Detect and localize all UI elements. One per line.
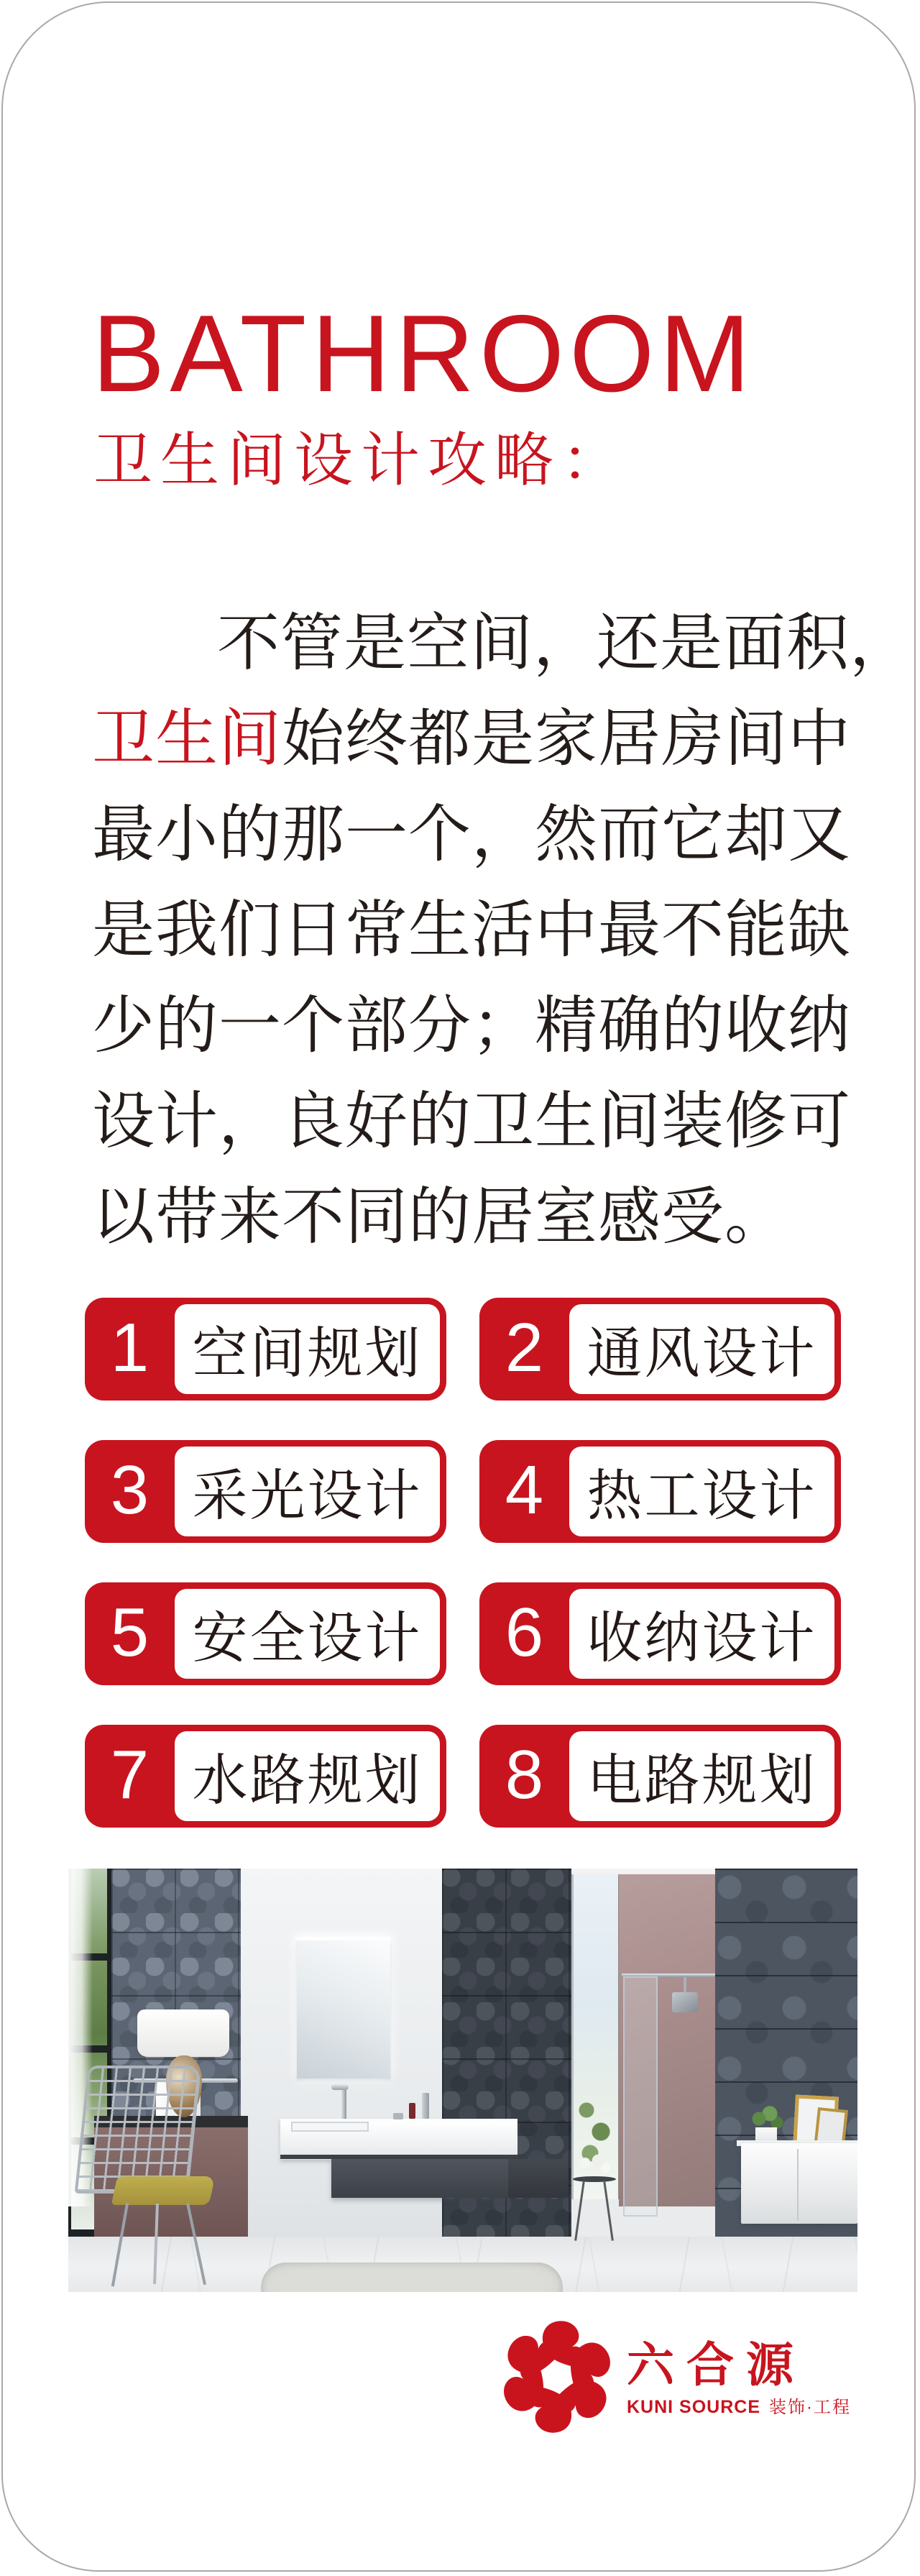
photo-sideboard [741,2143,857,2224]
photo-shower-head [672,1992,698,2012]
guide-item-number: 7 [110,1736,150,1813]
logo-chinese-name: 六合源 [627,2337,806,2391]
intro-paragraph [92,595,913,1265]
photo-white-flowers [576,2153,613,2178]
photo-drawer-unit-right [508,2159,569,2198]
guide-item-number: 8 [505,1736,544,1813]
guide-item [479,1298,841,1401]
guide-item-number: 4 [505,1451,544,1528]
guide-item-label: 电路规划 [569,1731,834,1821]
photo-chair-cushion [111,2176,216,2205]
intro-line-1: 不管是空间，还是面积， [217,608,913,678]
photo-faucet-spout [331,2084,349,2090]
guide-item [479,1725,841,1828]
logo-text-block [627,2337,851,2418]
intro-line-3: 最小的那一个，然而它却又 [92,799,851,869]
photo-basin [291,2122,369,2132]
intro-line-2-rest: 始终都是家居房间中 [282,704,851,774]
guide-item [479,1440,841,1543]
guide-item-number: 1 [110,1308,150,1386]
photo-toiletry-pump [422,2093,429,2119]
photo-shower-glass-panel [623,1976,658,2217]
guide-item-number: 5 [110,1593,150,1671]
intro-highlight-keyword: 卫生间 [92,704,282,774]
intro-line-7: 以带来不同的居室感受。 [92,1182,788,1252]
photo-toiletry-jar [393,2113,403,2119]
photo-sideboard-door-seam [797,2149,799,2221]
photo-shower-pipe [684,1977,686,1993]
guide-item [85,1440,446,1543]
guide-item-number: 2 [505,1308,544,1386]
photo-lamp-shade [137,2009,229,2057]
intro-line-6: 设计，良好的卫生间装修可 [92,1086,851,1156]
guide-item-label: 水路规划 [175,1731,440,1821]
photo-wire-chair-back [75,2066,202,2194]
intro-line-4: 是我们日常生活中最不能缺 [92,895,851,965]
guide-item-number: 6 [505,1593,544,1671]
guide-item-label: 安全设计 [175,1589,440,1679]
photo-shaggy-rug [261,2263,563,2292]
poster-card [1,1,916,2572]
guide-item [85,1582,446,1685]
bathroom-photo [68,1869,857,2292]
photo-toiletry-bottle [409,2103,415,2119]
guide-item [85,1725,446,1828]
photo-drawer-unit [331,2159,508,2198]
guide-item-label: 收纳设计 [569,1589,834,1679]
title-english: BATHROOM [92,293,755,415]
intro-line-2 [92,691,868,787]
guide-item-label: 通风设计 [569,1304,834,1394]
logo-subline [627,2393,851,2418]
photo-faucet [341,2086,346,2123]
title-chinese: 卫生间设计攻略： [93,428,629,493]
guide-item-label: 热工设计 [569,1447,834,1536]
logo-flower-mark-icon [499,2317,615,2437]
guide-item-label: 空间规划 [175,1304,440,1394]
guide-item-label: 采光设计 [175,1447,440,1536]
guide-item [85,1298,446,1401]
logo-english-name: KUNI SOURCE [627,2396,761,2417]
guide-grid [85,1298,841,1828]
photo-side-table [573,2176,616,2182]
guide-item [479,1582,841,1685]
guide-item-number: 3 [110,1451,150,1528]
logo-business-suffix: 装饰·工程 [769,2397,852,2417]
photo-mirror [297,1940,390,2078]
brand-logo [499,2315,852,2439]
intro-line-5: 少的一个部分；精确的收纳 [92,991,851,1060]
